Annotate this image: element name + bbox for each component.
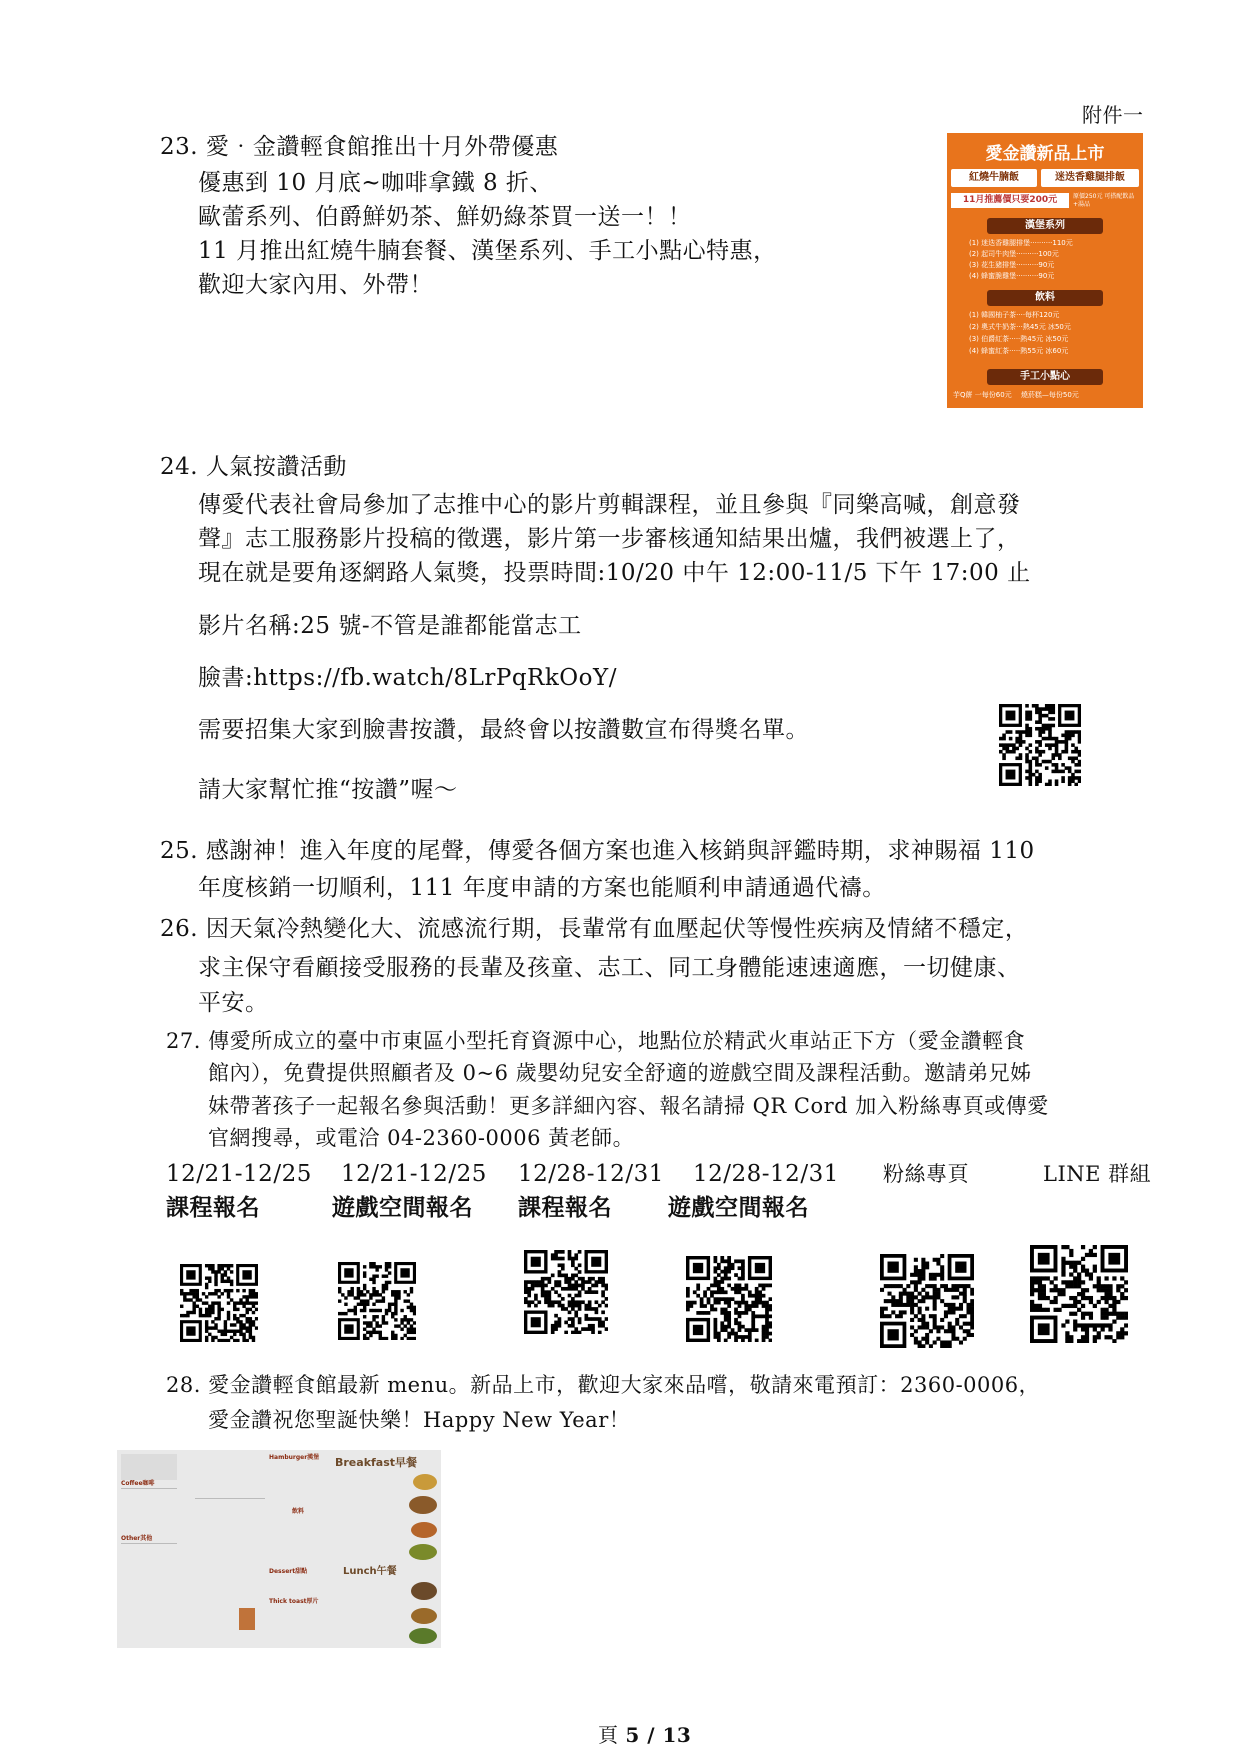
item-24-para: 聲』志工服務影片投稿的徵選，影片第一步審核通知結果出爐，我們被選上了， [198,526,1021,552]
item-26-line: 求主保守看顧接受服務的長輩及孩童、志工、同工身體能速速適應，一切健康、 [198,955,1021,981]
food-photo [411,1582,437,1600]
poster-section-snacks: 手工小點心 [987,369,1103,385]
menu-lunch-title: Lunch午餐 [343,1566,397,1577]
poster-item: (1) 迷迭香雞腿排堡··········110元 [969,239,1073,247]
item-27-line: 27. 傳愛所成立的臺中市東區小型托育資源中心，地點位於精武火車站正下方（愛金讚輕食 [166,1029,1026,1053]
menu-section-dessert: Dessert甜點 [269,1568,308,1575]
qr-date: 12/21-12/25 [341,1161,487,1187]
poster-promo: 11月推薦價只要200元 [951,193,1069,208]
menu-breakfast-title: Breakfast早餐 [335,1456,418,1469]
poster-item: (1) 韓國柚子茶····每杯120元 [969,311,1060,319]
qr-code-line-group[interactable] [1030,1245,1128,1343]
menu-section-hamburger: Hamburger漢堡 [269,1454,320,1461]
item-27-line: 官網搜尋，或電洽 04-2360-0006 黃老師。 [208,1126,635,1150]
qr-code-facebook-video[interactable] [999,704,1081,786]
food-photo [409,1628,437,1644]
menu-section-coffee: Coffee咖啡 [121,1480,155,1487]
poster-dish: 迷迭香雞腿排飯 [1041,169,1139,187]
menu-section-drink: 飲料 [291,1508,304,1515]
qr-code-fan-page[interactable] [880,1254,974,1348]
qr-date: 12/28-12/31 [693,1161,839,1187]
food-photo [411,1522,437,1538]
item-27-line: 妹帶著孩子一起報名參與活動！更多詳細內容、報名請掃 QR Cord 加入粉絲專頁或傳愛 [208,1094,1049,1118]
qr-label-fan-page: 粉絲專頁 [883,1162,969,1186]
qr-code-play-space-registration[interactable] [338,1262,416,1340]
qr-label: 遊戲空間報名 [668,1194,809,1221]
item-23-line: 歡迎大家內用、外帶！ [198,272,433,298]
poster-note: 原價250元 可搭配飲品+湯品 [1073,193,1135,208]
item-28-line: 28. 愛金讚輕食館最新 menu。新品上市，歡迎大家來品嚐，敬請來電預訂：2360-0006， [166,1373,1041,1397]
item-26-line: 26. 因天氣冷熱變化大、流感流行期，長輩常有血壓起伏等慢性疾病及情緒不穩定， [160,916,1029,942]
poster-item: (4) 蜂蜜脆雞堡··········90元 [969,272,1055,280]
qr-date: 12/21-12/25 [166,1161,312,1187]
item-28-line: 愛金讚祝您聖誕快樂！Happy New Year！ [208,1408,631,1432]
qr-code-course-registration[interactable] [524,1250,608,1334]
qr-date: 12/28-12/31 [518,1161,664,1187]
item-23-line: 歐蕾系列、伯爵鮮奶茶、鮮奶綠茶買一送一！！ [198,204,692,230]
food-photo [409,1544,437,1560]
item-23-line: 優惠到 10 月底~咖啡拿鐵 8 折、 [198,170,553,196]
page-number [598,1718,691,1752]
item-27-line: 館內），免費提供照顧者及 0~6 歲嬰幼兒安全舒適的遊戲空間及課程活動。邀請弟兄姊 [208,1061,1032,1085]
item-24-ask: 請大家幫忙推“按讚”喔～ [198,777,458,803]
cafe-menu-image [117,1450,441,1648]
page-separator: / [639,1723,663,1747]
item-24-heading: 24. 人氣按讚活動 [160,454,347,480]
poster-dish: 紅燒牛腩飯 [951,169,1037,187]
poster-item: (3) 花生豬排堡··········90元 [969,261,1055,269]
qr-label: 課程報名 [518,1194,612,1221]
page-total: 13 [662,1723,692,1747]
qr-code-course-registration[interactable] [180,1264,258,1342]
poster-item: (4) 蜂蜜紅茶·····熱55元 冰60元 [969,347,1069,355]
poster-section-drinks: 飲料 [987,290,1103,306]
menu-column [269,1454,327,1606]
page-current: 5 [625,1723,640,1747]
attachment-label: 附件一 [1082,103,1144,127]
item-25-line: 年度核銷一切順利，111 年度申請的方案也能順利申請通過代禱。 [198,875,886,901]
poster-item: (2) 起司牛肉堡··········100元 [969,250,1059,258]
item-24-call: 需要招集大家到臉書按讚，最終會以按讚數宣布得獎名單。 [198,717,809,743]
qr-label: 課程報名 [166,1194,260,1221]
page-prefix: 頁 [598,1723,626,1747]
qr-label-line-group: LINE 群組 [1043,1162,1152,1186]
menu-column [121,1454,177,1634]
poster-section-burger: 漢堡系列 [987,218,1103,234]
food-photo [413,1474,437,1490]
facebook-link[interactable]: 臉書:https://fb.watch/8LrPqRkOoY/ [198,665,617,691]
food-photo [409,1496,437,1514]
qr-label: 遊戲空間報名 [332,1194,473,1221]
menu-section-other: Other其他 [121,1535,153,1542]
video-name: 影片名稱:25 號-不管是誰都能當志工 [198,613,582,639]
menu-section-thick-toast: Thick toast厚片 [269,1598,319,1605]
poster-item: (3) 伯爵紅茶·····熱45元 冰50元 [969,335,1069,343]
food-photo [411,1608,437,1624]
poster-item: (2) 奧式牛奶茶···熱45元 冰50元 [969,323,1071,331]
item-24-para: 傳愛代表社會局參加了志推中心的影片剪輯課程，並且參與『同樂高喊，創意發 [198,492,1021,518]
item-24-para: 現在就是要角逐網路人氣獎，投票時間:10/20 中午 12:00-11/5 下午 17:00 止 [198,560,1031,586]
item-23-heading: 23. 愛‧金讚輕食館推出十月外帶優惠 [160,134,559,160]
qr-code-play-space-registration[interactable] [686,1256,772,1342]
item-23-line: 11 月推出紅燒牛腩套餐、漢堡系列、手工小點心特惠， [198,238,777,264]
new-product-poster [947,133,1143,408]
menu-column [195,1454,265,1599]
poster-title: 愛金讚新品上市 [985,144,1105,164]
poster-item: 芋Q餅 一每份60元 燒菸糕—每份50元 [953,391,1079,399]
item-26-line: 平安。 [198,990,269,1016]
item-25-line: 25. 感謝神！進入年度的尾聲，傳愛各個方案也進入核銷與評鑑時期，求神賜福 110 [160,838,1035,864]
